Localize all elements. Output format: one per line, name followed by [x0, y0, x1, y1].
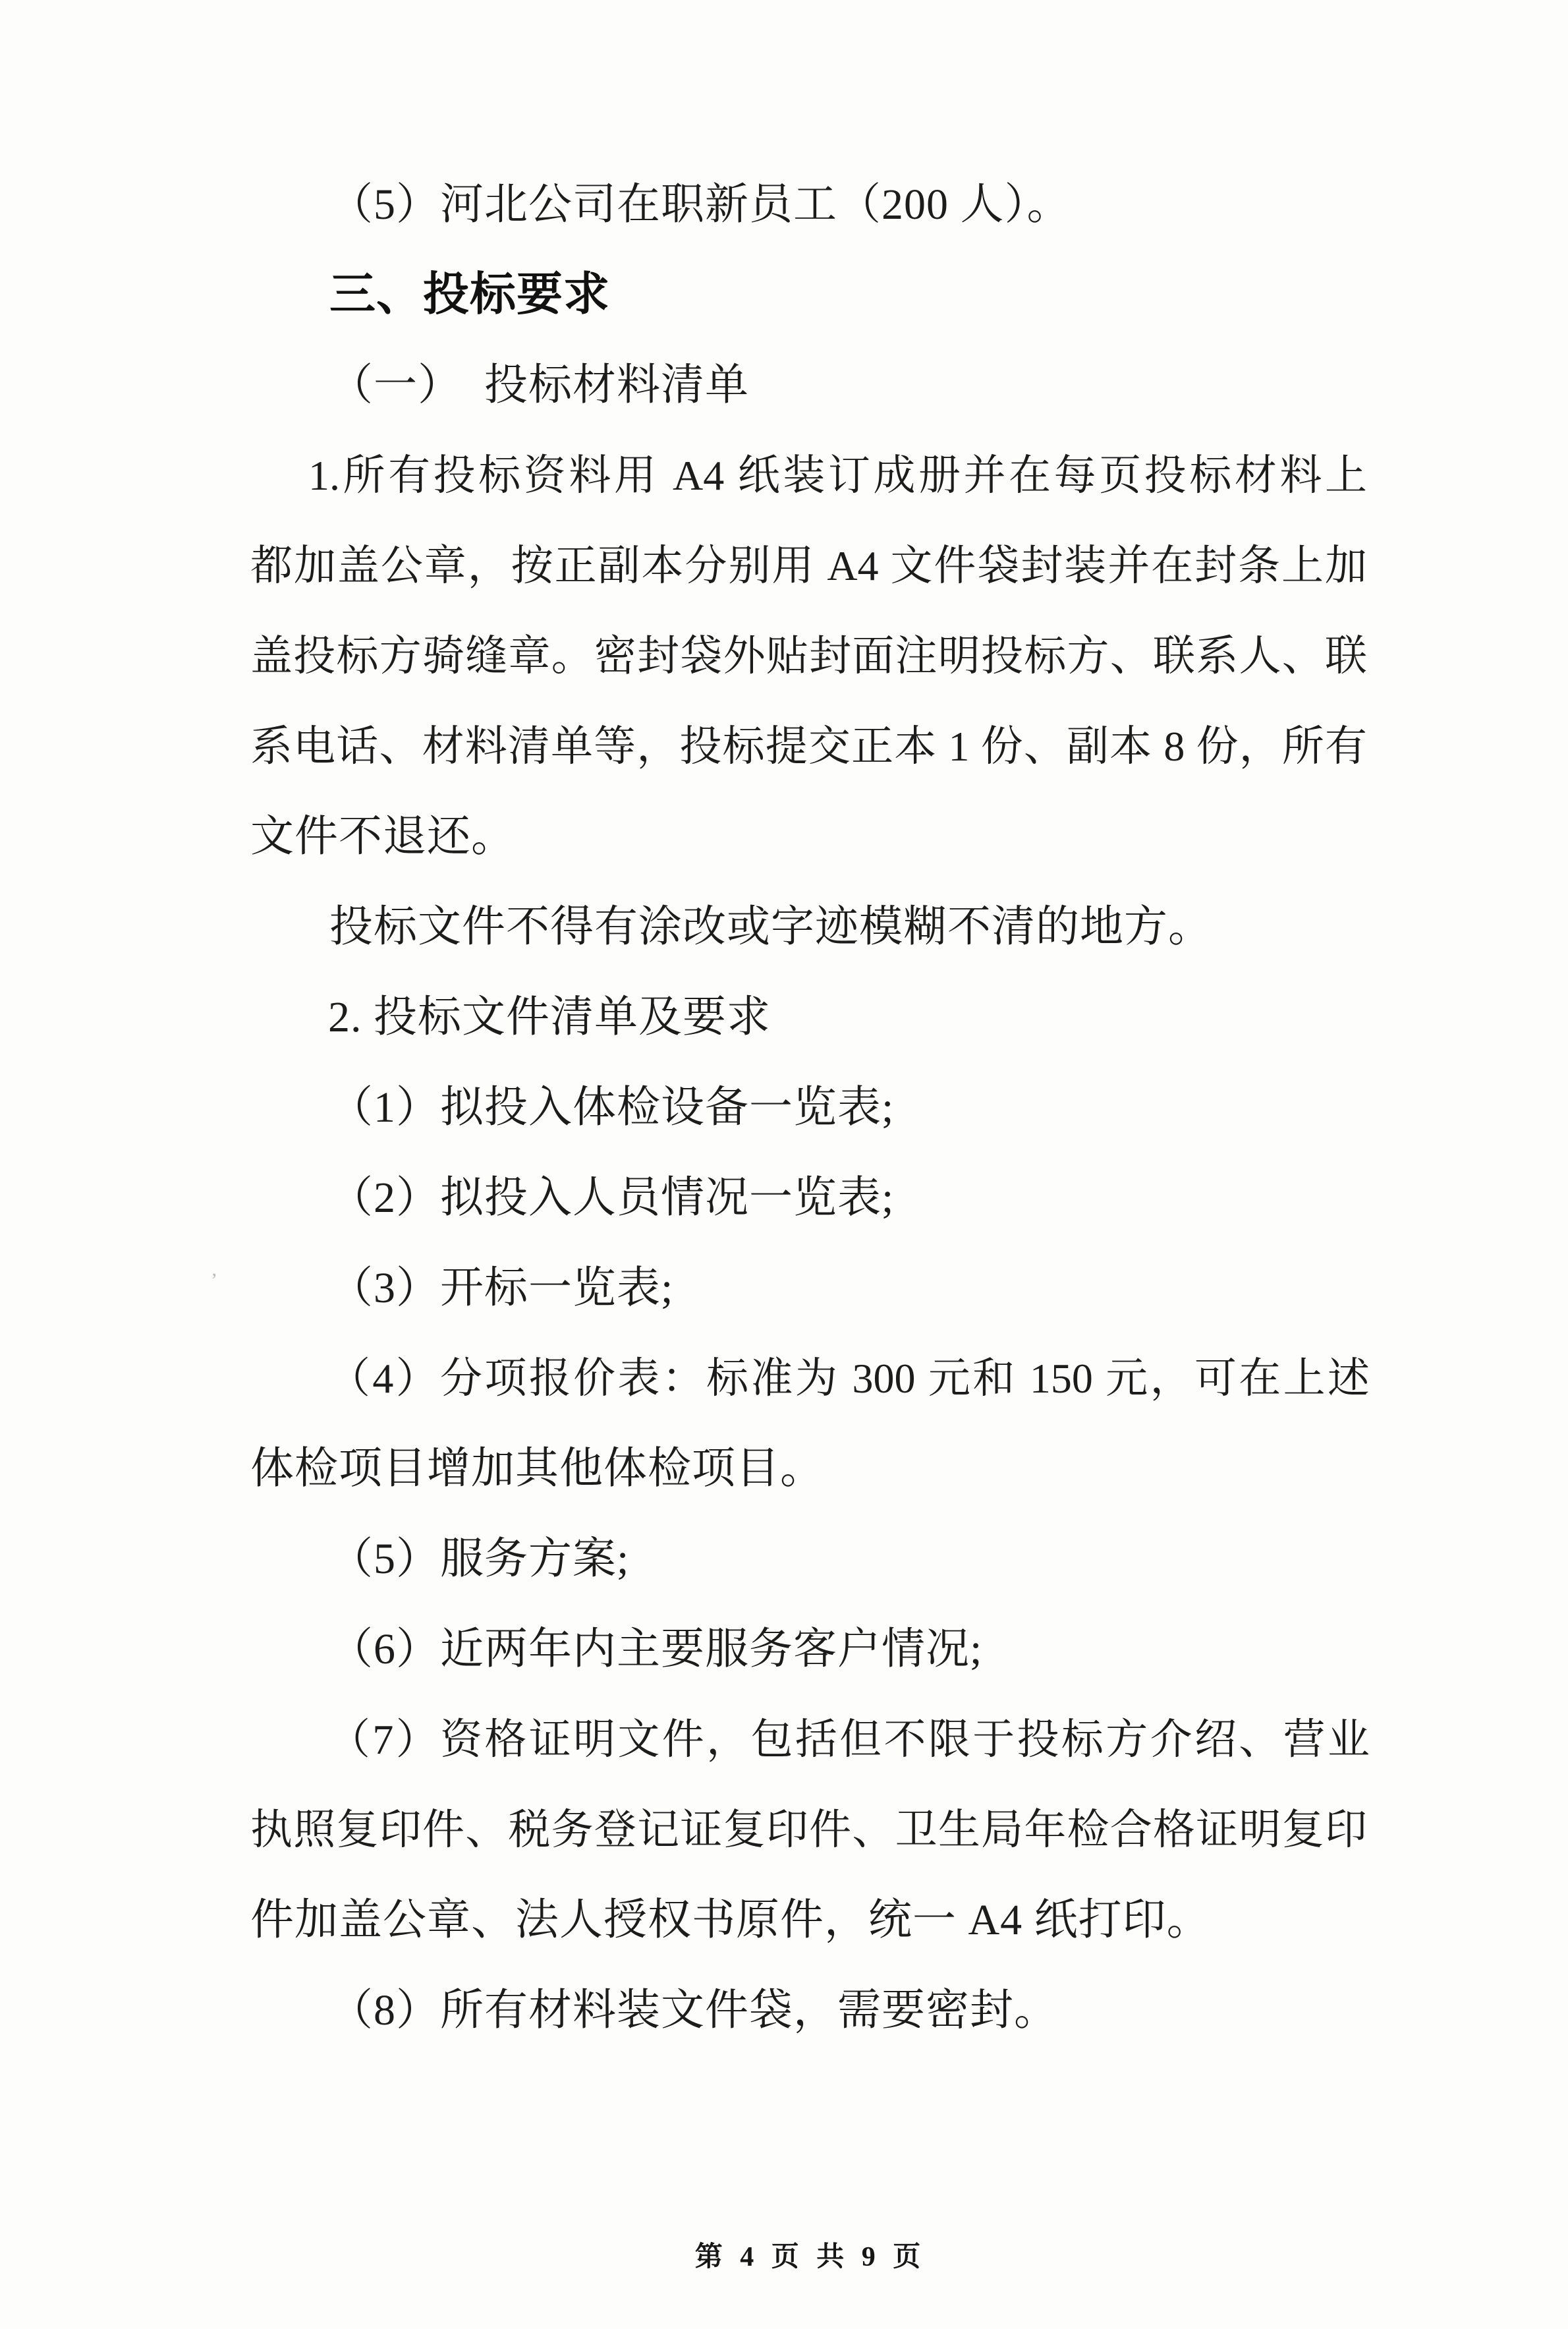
- list-item-7-qualification-line-1: （7）资格证明文件，包括但不限于投标方介绍、营业: [328, 1716, 1370, 1763]
- list-item-4-itemized-quote-line-1: （4）分项报价表：标准为 300 元和 150 元，可在上述: [328, 1355, 1370, 1402]
- list-item-7-qualification-line-2: 执照复印件、税务登记证复印件、卫生局年检合格证明复印: [250, 1806, 1367, 1853]
- heading-item-2-document-list: 2. 投标文件清单及要求: [328, 993, 771, 1041]
- list-item-8-sealed-bags: （8）所有材料装文件袋，需要密封。: [329, 1986, 1058, 2034]
- list-item-1-equipment-table: （1）拟投入体检设备一览表;: [329, 1083, 895, 1132]
- para-binding-requirements-line-5: 文件不退还。: [250, 813, 515, 861]
- list-item-5-service-plan: （5）服务方案;: [329, 1535, 630, 1583]
- subsection-heading-bid-materials-list: （一） 投标材料清单: [329, 361, 749, 409]
- list-item-5-new-employees: （5）河北公司在职新员工（200 人）。: [329, 181, 1071, 229]
- list-item-6-recent-clients: （6）近两年内主要服务客户情况;: [329, 1625, 983, 1673]
- scan-artifact: ’: [211, 1269, 217, 1291]
- list-item-4-itemized-quote-line-2: 体检项目增加其他体检项目。: [250, 1445, 824, 1493]
- para-binding-requirements-line-2: 都加盖公章，按正副本分别用 A4 文件袋封装并在封条上加: [250, 542, 1367, 589]
- para-binding-requirements-line-1: 1.所有投标资料用 A4 纸装订成册并在每页投标材料上: [308, 452, 1367, 499]
- para-no-alteration: 投标文件不得有涂改或字迹模糊不清的地方。: [329, 903, 1212, 951]
- list-item-7-qualification-line-3: 件加盖公章、法人授权书原件，统一 A4 纸打印。: [250, 1896, 1211, 1944]
- list-item-2-personnel-table: （2）拟投入人员情况一览表;: [329, 1174, 895, 1222]
- para-binding-requirements-line-4: 系电话、材料清单等，投标提交正本 1 份、副本 8 份，所有: [250, 723, 1367, 770]
- para-binding-requirements-line-3: 盖投标方骑缝章。密封袋外贴封面注明投标方、联系人、联: [250, 633, 1367, 679]
- list-item-3-bid-opening-table: （3）开标一览表;: [329, 1264, 674, 1312]
- section-heading-bid-requirements: 三、投标要求: [329, 270, 610, 320]
- page-number: 第 4 页 共 9 页: [694, 2242, 926, 2272]
